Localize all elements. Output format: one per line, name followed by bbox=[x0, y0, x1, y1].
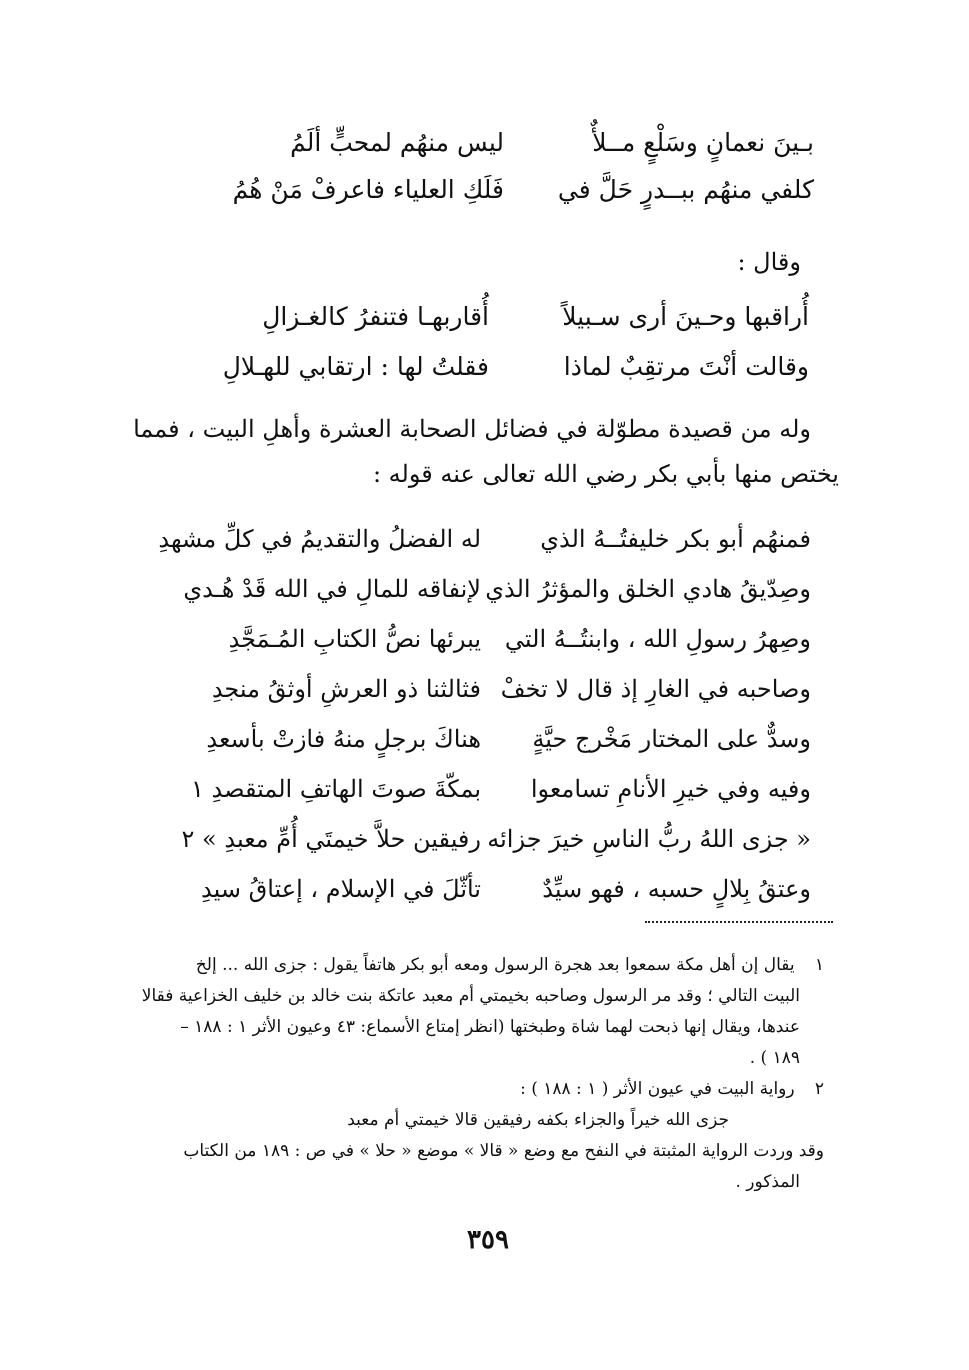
footnote-divider bbox=[645, 921, 833, 923]
verse-first-hemistich: أُراقبها وحـينَ أرى سـبيلاً bbox=[562, 302, 809, 331]
verse-line bbox=[214, 128, 814, 175]
footnote-verse-line: جزى الله خيراً والجزاء بكفه رفيقين قالا خيمتي أم معبد bbox=[347, 1110, 729, 1130]
verse-line bbox=[214, 175, 814, 222]
page-number: ٣٥٩ bbox=[467, 1225, 509, 1255]
footnote-line: وقد وردت الرواية المثبتة في النفح مع وضع « قالا » موضع « حلا » في ص : ١٨٩ من الكتاب bbox=[183, 1141, 824, 1161]
footnote-text: يقال إن أهل مكة سمعوا بعد هجرة الرسول ومعه أبو بكر هاتفاً يقول : جزى الله ... إلخ bbox=[195, 955, 795, 975]
footnote-line: عندها، ويقال إنها ذبحت لهما شاة وطبختها (انظر إمتاع الأسماع: ٤٣ وعيون الأثر ١ : ١٨٨ – bbox=[180, 1017, 800, 1037]
verse-second-hemistich: أُقاربهـا فتنفرُ كالغـزالِ bbox=[262, 302, 489, 331]
poem-couplets-3 bbox=[158, 525, 811, 925]
footnote-number: ١ bbox=[814, 955, 824, 975]
verse-first-hemistich: وعتقُ بِلالٍ حسبه ، فهو سيِّدٌ bbox=[542, 875, 811, 903]
verse-second-hemistich: رفيقين حلاَّ خيمتَي أُمِّ معبدِ » ٢ bbox=[181, 825, 481, 853]
verse-second-hemistich: له الفضلُ والتقديمُ في كلِّ مشهدِ bbox=[158, 525, 481, 553]
verse-first-hemistich: فمنهُم أبو بكر خليفتُــهُ الذي bbox=[540, 525, 811, 553]
verse-second-hemistich: فثالثنا ذو العرشِ أوثقُ منجدِ bbox=[211, 675, 481, 703]
verse-second-hemistich: هناكَ برجلٍ منهُ فازتْ بأسعدِ bbox=[206, 725, 481, 753]
verse-line bbox=[199, 352, 809, 402]
verse-line bbox=[161, 875, 811, 925]
footnote-line: البيت التالي ؛ وقد مر الرسول وصاحبه بخيمتي أم معبد عاتكة بنت خالد بن خليف الخزاعية فقالا bbox=[141, 986, 800, 1006]
speaker-heading: وقال : bbox=[737, 248, 801, 276]
verse-line bbox=[161, 725, 811, 775]
footnote-line: المذكور . bbox=[735, 1172, 800, 1192]
verse-line bbox=[161, 625, 811, 675]
verse-first-hemistich: وقالت أنْتَ مرتقِبٌ لماذا bbox=[563, 352, 809, 381]
verse-second-hemistich: فقلتُ لها : ارتقابي للهـلالِ bbox=[222, 352, 489, 381]
verse-line bbox=[158, 525, 811, 575]
footnote-line: ١٨٩ ) . bbox=[749, 1048, 800, 1068]
verse-first-hemistich: وصِهرُ رسولِ الله ، وابنتُــهُ التي bbox=[504, 625, 811, 653]
verse-second-hemistich: لإنفاقه للمالِ في الله قَدْ هُـدي bbox=[183, 575, 481, 603]
verse-line bbox=[199, 302, 809, 352]
footnote-number: ٢ bbox=[814, 1079, 824, 1099]
poem-couplets-1 bbox=[214, 128, 814, 222]
verse-second-hemistich: يبرئها نصُّ الكتابِ المُـمَجَّدِ bbox=[228, 625, 481, 653]
verse-first-hemistich: بـينَ نعمانٍ وسَلْعٍ مــلأٌ bbox=[592, 128, 814, 157]
verse-first-hemistich: وفيه وفي خيرِ الأنامِ تسامعوا bbox=[530, 775, 811, 803]
intro-paragraph-line: يختص منها بأبي بكر رضي الله تعالى عنه قوله : bbox=[372, 460, 839, 488]
verse-second-hemistich: بمكّةَ صوتَ الهاتفِ المتقصدِ ١ bbox=[191, 775, 481, 803]
poem-couplets-2 bbox=[199, 302, 809, 402]
footnote-line bbox=[124, 1074, 824, 1105]
verse-first-hemistich: وصاحبه في الغارِ إذ قال لا تخفْ bbox=[500, 675, 811, 703]
verse-line bbox=[161, 575, 811, 625]
verse-line bbox=[161, 825, 811, 875]
footnote-line bbox=[124, 950, 824, 981]
verse-second-hemistich: تأثّلَ في الإسلام ، إعتاقُ سيدِ bbox=[201, 875, 481, 903]
verse-first-hemistich: « جزى اللهُ ربُّ الناسِ خيرَ جزائه bbox=[487, 825, 811, 853]
verse-line bbox=[161, 775, 811, 825]
verse-first-hemistich: وسدٌّ على المختار مَخْرج حيَّةٍ bbox=[532, 725, 811, 753]
verse-first-hemistich: كلفي منهُم ببــدرٍ حَلَّ في bbox=[557, 175, 814, 204]
footnote-text: رواية البيت في عيون الأثر ( ١ : ١٨٨ ) : bbox=[520, 1079, 795, 1099]
verse-line bbox=[161, 675, 811, 725]
verse-first-hemistich: وصِدّيقُ هادي الخلق والمؤثرُ الذي bbox=[485, 575, 811, 603]
verse-second-hemistich: فَلَكِ العلياء فاعرفْ مَنْ هُمُ bbox=[232, 175, 504, 204]
verse-second-hemistich: ليس منهُم لمحبٍّ ألَمُ bbox=[290, 128, 504, 157]
intro-paragraph-line: وله من قصيدة مطوّلة في فضائل الصحابة العشرة وأهلِ البيت ، فمما bbox=[133, 415, 811, 443]
footnotes bbox=[124, 950, 824, 1198]
